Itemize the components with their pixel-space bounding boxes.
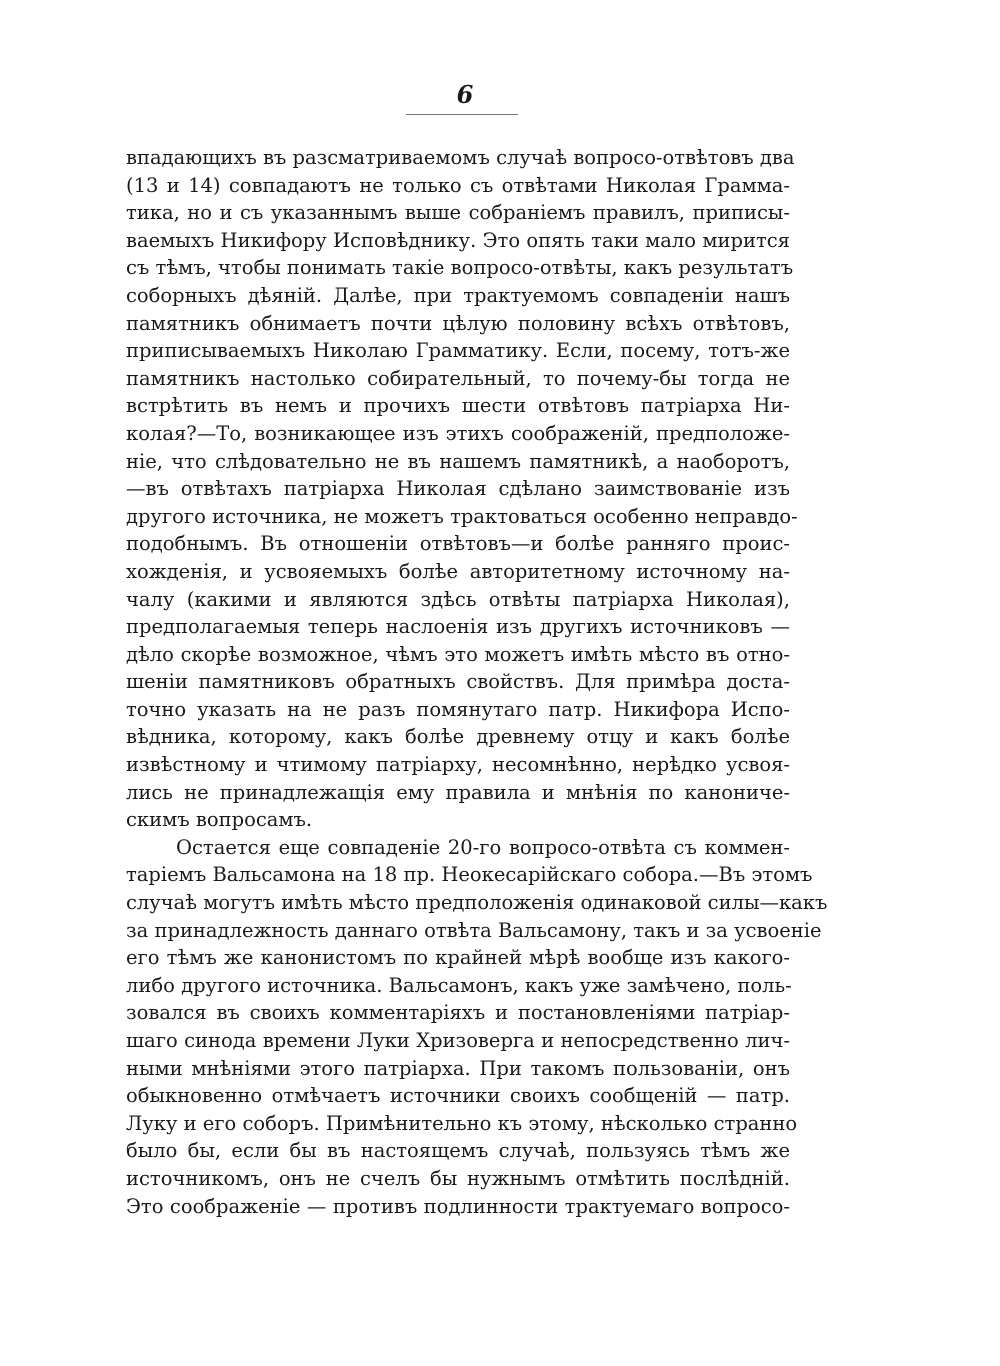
text-line: памятникъ настолько собирательный, то почему-бы тогда не: [126, 366, 790, 390]
text-line: хожденія, и усвояемыхъ болѣе авторитетному источному на-: [126, 559, 790, 583]
text-line: колая?—То, возникающее изъ этихъ соображеній, предположе-: [126, 421, 790, 445]
text-line: Это соображеніе — противъ подлинности трактуемаго вопросо-: [126, 1194, 790, 1218]
page-number-rule: [406, 114, 518, 115]
paragraph-first-line: Остается еще совпаденіе 20-го вопросо-отвѣта съ коммен-: [176, 835, 790, 859]
body-text: [126, 144, 828, 1220]
text-line: предполагаемыя теперь наслоенія изъ другихъ источниковъ —: [126, 615, 790, 639]
text-line: другого источника, не можетъ трактоваться особенно неправдо-: [126, 504, 798, 528]
text-line: точно указать на не разъ помянутаго патр. Никифора Испо-: [126, 697, 790, 721]
text-line: случаѣ могутъ имѣть мѣсто предположенія одинаковой силы—какъ: [126, 891, 828, 915]
text-line: дѣло скорѣе возможное, чѣмъ это можетъ имѣть мѣсто въ отно-: [126, 642, 790, 666]
text-line: соборныхъ дѣяній. Далѣе, при трактуемомъ совпаденіи нашъ: [126, 283, 790, 307]
text-line: (13 и 14) совпадаютъ не только съ отвѣтами Николая Грамма-: [126, 173, 790, 197]
text-line: чалу (какими и являются здѣсь отвѣты патріарха Николая),: [126, 587, 790, 611]
text-line: ніе, что слѣдовательно не въ нашемъ памятникѣ, а наоборотъ,: [126, 449, 790, 473]
text-line: либо другого источника. Вальсамонъ, какъ уже замѣчено, поль-: [126, 973, 792, 997]
text-line: было бы, если бы въ настоящемъ случаѣ, пользуясь тѣмъ же: [126, 1139, 790, 1163]
text-line: скимъ вопросамъ.: [126, 808, 313, 832]
text-line: съ тѣмъ, чтобы понимать такіе вопросо-отвѣты, какъ результатъ: [126, 256, 794, 280]
text-line: источникомъ, онъ не счелъ бы нужнымъ отмѣтить послѣдній.: [126, 1166, 790, 1190]
text-line: встрѣтить въ немъ и прочихъ шести отвѣтовъ патріарха Ни-: [126, 394, 790, 418]
text-line: таріемъ Вальсамона на 18 пр. Неокесарійскаго собора.—Въ этомъ: [126, 863, 813, 887]
text-line: шеніи памятниковъ обратныхъ свойствъ. Для примѣра доста-: [126, 670, 790, 694]
text-line: впадающихъ въ разсматриваемомъ случаѣ вопросо-отвѣтовъ два: [126, 146, 795, 169]
text-line: ными мнѣніями этого патріарха. При такомъ пользованіи, онъ: [126, 1056, 790, 1080]
text-line: его тѣмъ же канонистомъ по крайней мѣрѣ вообще изъ какого-: [126, 946, 790, 970]
text-line: за принадлежность даннаго отвѣта Вальсамону, такъ и за усвоеніе: [126, 918, 822, 942]
text-line: извѣстному и чтимому патріарху, несомнѣнно, нерѣдко усвоя-: [126, 753, 790, 777]
text-line: памятникъ обнимаетъ почти цѣлую половину всѣхъ отвѣтовъ,: [126, 311, 790, 335]
text-line: —въ отвѣтахъ патріарха Николая сдѣлано заимствованіе изъ: [126, 477, 790, 501]
text-line: тика, но и съ указаннымъ выше собраніемъ правилъ, приписы-: [126, 201, 790, 225]
text-line: Луку и его соборъ. Примѣнительно къ этому, нѣсколько странно: [126, 1111, 798, 1135]
text-line: приписываемыхъ Николаю Грамматику. Если, посему, тотъ-же: [126, 339, 790, 363]
text-line: шаго синода времени Луки Хризоверга и непосредственно лич-: [126, 1029, 790, 1052]
text-line: вѣдника, которому, какъ болѣе древнему отцу и какъ болѣе: [126, 725, 790, 749]
page-number: 6: [456, 80, 474, 109]
text-line: подобнымъ. Въ отношеніи отвѣтовъ—и болѣе ранняго проис-: [126, 532, 790, 556]
text-line: лись не принадлежащія ему правила и мнѣнія по канониче-: [126, 780, 790, 804]
text-line: ваемыхъ Никифору Исповѣднику. Это опять таки мало мирится: [126, 228, 790, 252]
text-line: зовался въ своихъ комментаріяхъ и постановленіями патріар-: [126, 1001, 790, 1025]
text-line: обыкновенно отмѣчаетъ источники своихъ сообщеній — патр.: [126, 1084, 790, 1108]
